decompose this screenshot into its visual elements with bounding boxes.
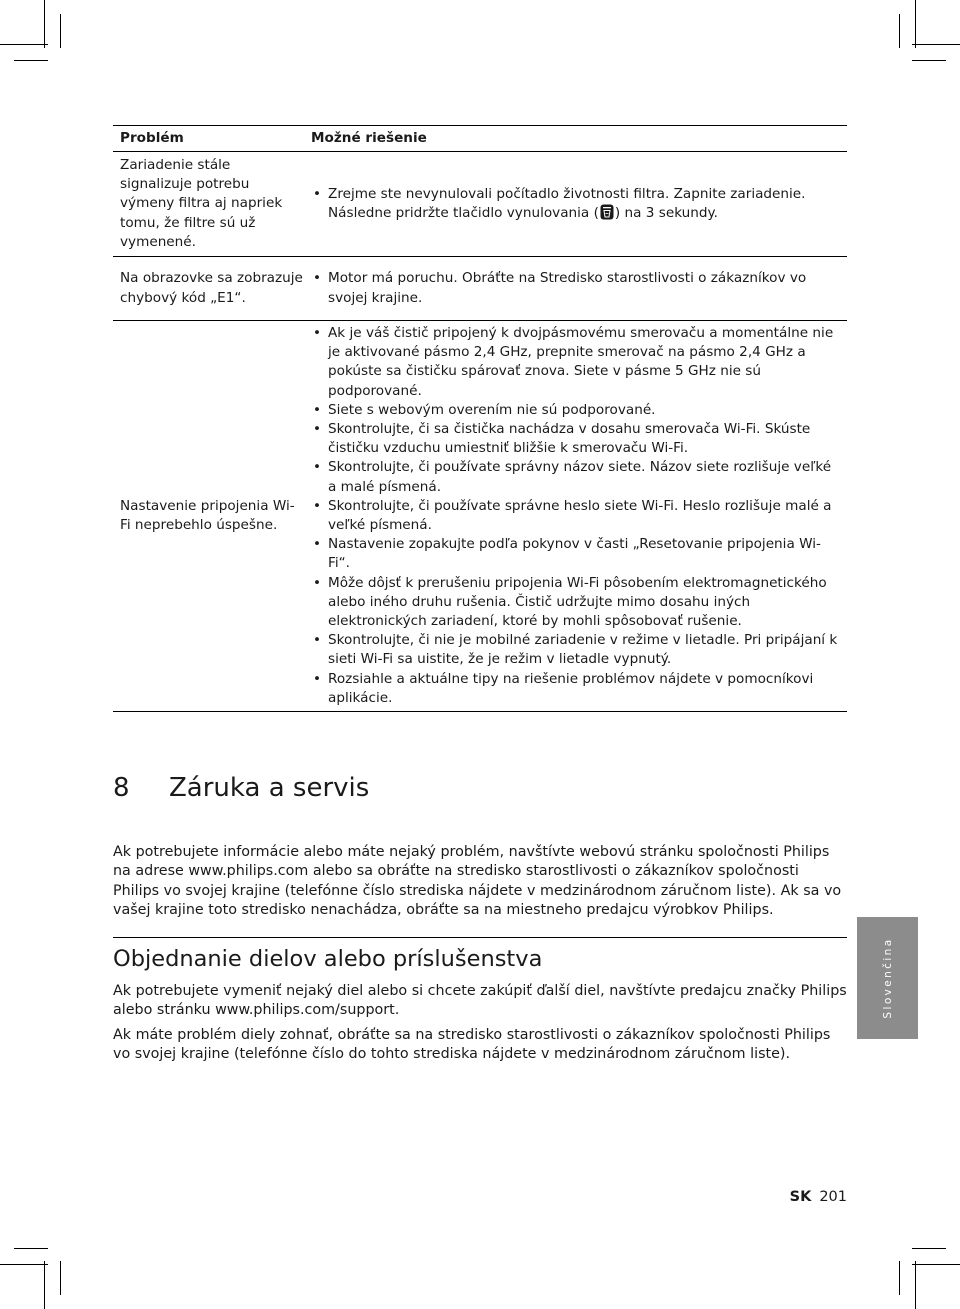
table-row: [113, 321, 847, 712]
page-number: 201: [819, 1189, 847, 1205]
crop-mark: [44, 0, 45, 48]
page-footer: [790, 1187, 847, 1207]
table-header-row: [113, 126, 847, 152]
solution-item: • Siete s webovým overením nie sú podporované.: [311, 401, 839, 420]
crop-mark: [915, 0, 916, 48]
column-header-problem: Problém: [120, 130, 184, 147]
solution-item: • Zrejme ste nevynulovali počítadlo životnosti filtra. Zapnite zariadenie. Následne pridržte tlačidlo vynulovania ( ) na 3 sekundy.: [311, 185, 839, 223]
solution-item: • Motor má poruchu. Obráťte na Stredisko starostlivosti o zákazníkov vo svojej krajine.: [311, 269, 839, 307]
problem-cell: Na obrazovke sa zobrazuje chybový kód „E1“.: [120, 270, 303, 306]
language-tab-label: Slovenčina: [881, 937, 894, 1019]
section-intro-paragraph: Ak potrebujete informácie alebo máte nejaký problém, navštívte webovú stránku spoločnosti Philips na adrese www.philips.com alebo sa obráťte na stredisko starostlivosti o zákazníkov spoločnosti Philips vo svojej krajine (telefónne číslo strediska nájdete v medzinárodnom záručnom liste). Ak sa vo vašej krajine toto stredisko nenachádza, obráťte sa na miestneho predajcu výrobkov Philips.: [113, 844, 842, 918]
crop-mark: [0, 1264, 48, 1265]
column-header-solution: Možné riešenie: [311, 130, 427, 147]
table-row: [113, 257, 847, 321]
footer-language-code: SK: [789, 1189, 812, 1205]
crop-mark: [0, 44, 48, 45]
subsection-paragraph-1: Ak potrebujete vymeniť nejaký diel alebo si chcete zakúpiť ďalší diel, navštívte predajcu značky Philips alebo stránku www.philips.com/support.: [113, 983, 847, 1019]
crop-mark: [14, 60, 48, 61]
crop-mark: [44, 1261, 45, 1309]
solution-cell: [311, 321, 847, 712]
solution-item: • Ak je váš čistič pripojený k dvojpásmovému smerovaču a momentálne nie je aktivované pásmo 2,4 GHz, prepnite smerovač na pásmo 2,4 GHz a pokúste sa čističku spárovať znova. Siete v pásme 5 GHz nie sú podporované.: [311, 324, 839, 401]
crop-mark: [912, 60, 946, 61]
filter-reset-icon: [600, 204, 614, 220]
crop-mark: [912, 1264, 960, 1265]
crop-mark: [899, 1261, 900, 1295]
problem-cell: Zariadenie stále signalizuje potrebu výmeny filtra aj napriek tomu, že filtre sú už vymenené.: [120, 157, 283, 250]
section-title: Záruka a servis: [169, 773, 370, 803]
crop-mark: [915, 1261, 916, 1309]
table-row: [113, 152, 847, 257]
crop-mark: [899, 14, 900, 48]
crop-mark: [912, 1248, 946, 1249]
crop-mark: [60, 14, 61, 48]
solution-item: • Nastavenie zopakujte podľa pokynov v časti „Resetovanie pripojenia Wi-Fi“.: [311, 535, 839, 573]
problem-cell: Nastavenie pripojenia Wi-Fi neprebehlo úspešne.: [120, 497, 295, 534]
solution-item: • Skontrolujte, či sa čistička nachádza v dosahu smerovača Wi-Fi. Skúste čističku vzduchu umiestniť bližšie k smerovaču Wi-Fi.: [311, 420, 839, 458]
solution-item: • Môže dôjsť k prerušeniu pripojenia Wi-Fi pôsobením elektromagnetického alebo iného druhu rušenia. Čistič udržujte mimo dosahu iných elektronických zariadení, ktoré by mohli spôsobovať rušenie.: [311, 574, 839, 632]
crop-mark: [14, 1248, 48, 1249]
section-number: 8: [113, 773, 130, 803]
solution-item: • Skontrolujte, či nie je mobilné zariadenie v režime v lietadle. Pri pripájaní k sieti Wi-Fi sa uistite, že je režim v lietadle vypnutý.: [311, 631, 839, 669]
solution-item: • Skontrolujte, či používate správny názov siete. Názov siete rozlišuje veľké a malé písmená.: [311, 458, 839, 496]
crop-mark: [60, 1261, 61, 1295]
subsection-heading: Objednanie dielov alebo príslušenstva: [113, 937, 847, 974]
solution-cell: [311, 152, 847, 257]
subsection-paragraph-2: Ak máte problém diely zohnať, obráťte sa na stredisko starostlivosti o zákazníkov spoločnosti Philips vo svojej krajine (telefónne číslo do tohto strediska nájdete v medzinárodnom záručnom liste).: [113, 1027, 831, 1063]
solution-cell: [311, 257, 847, 321]
solution-item: • Rozsiahle a aktuálne tipy na riešenie problémov nájdete v pomocníkovi aplikácie.: [311, 670, 839, 708]
language-side-tab: [857, 917, 918, 1039]
crop-mark: [912, 44, 960, 45]
troubleshooting-table: [113, 125, 847, 712]
solution-item: • Skontrolujte, či používate správne heslo siete Wi-Fi. Heslo rozlišuje malé a veľké písmená.: [311, 497, 839, 535]
section-heading: [113, 770, 369, 806]
